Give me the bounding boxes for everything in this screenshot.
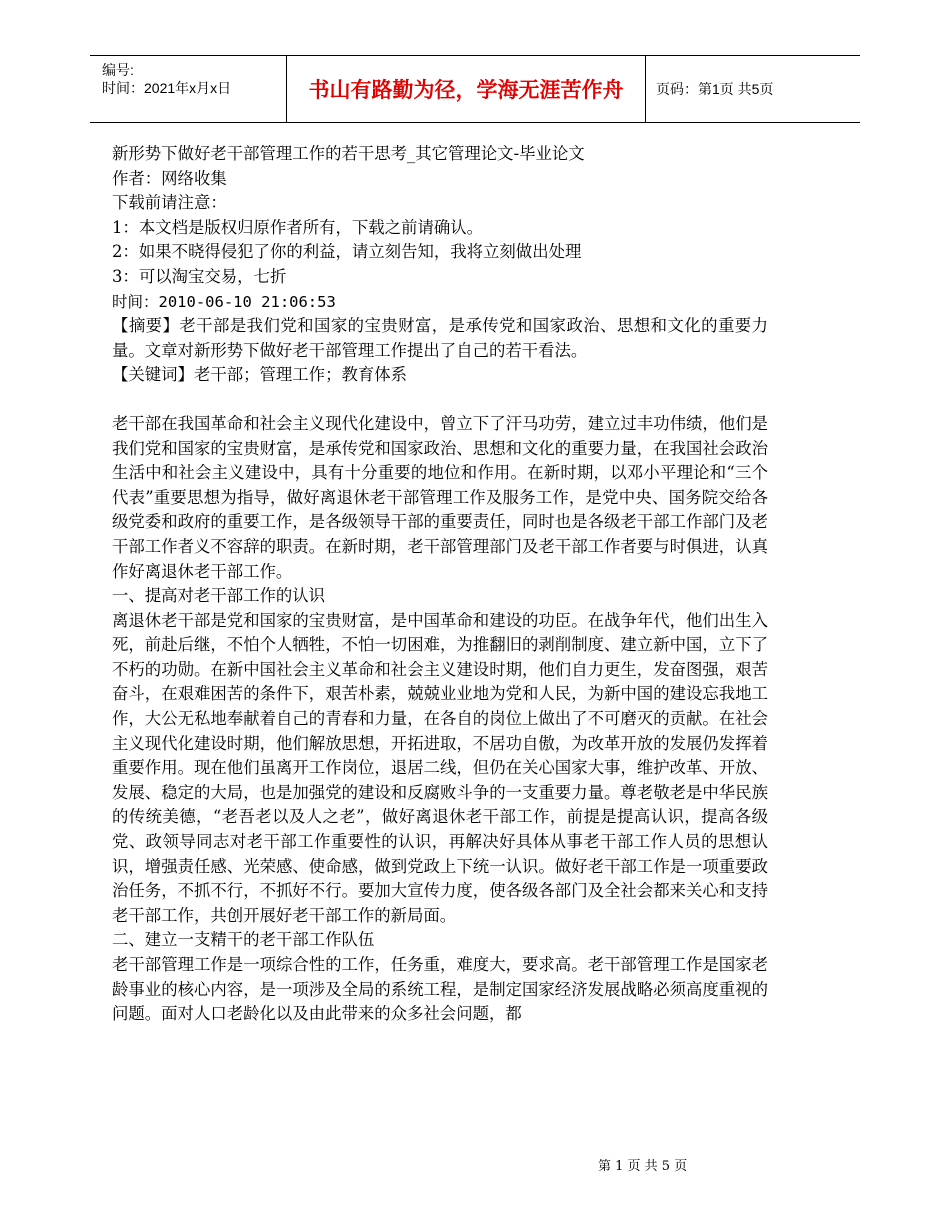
header-motto: 书山有路勤为径，学海无涯苦作舟 [286,56,646,122]
notice-item-3: 3：可以淘宝交易，七折 [112,266,287,286]
paragraph-intro: 老干部在我国革命和社会主义现代化建设中，曾立下了汗马功劳，建立过丰功伟绩，他们是我们党和国家的宝贵财富，是承传党和国家政治、思想和文化的重要力量，在我国社会政治生活中和社会主义建设中，具有十分重要的地位和作用。在新时期，以邓小平理论和“三个代表”重要思想为指导，做好离退休老干部管理工作及服务工作，是党中央、国务院交给各级党委和政府的重要工作，是各级领导干部的重要责任，同时也是各级老干部工作部门及老干部工作者义不容辞的职责。在新时期，老干部管理部门及老干部工作者要与时俱进，认真作好离退休老干部工作。 [112,413,768,581]
document-number-label: 编号: [102,62,134,78]
blank-line [112,388,768,412]
notice-title: 下载前请注意： [112,193,227,213]
notice-item-2: 2：如果不晓得侵犯了你的利益，请立刻告知，我将立刻做出处理 [112,242,582,262]
header-page-info: 页码：第1页 共5页 [656,81,774,97]
document-author: 作者：网络收集 [112,168,227,188]
paragraph-section-1: 离退休老干部是党和国家的宝贵财富，是中国革命和建设的功臣。在战争年代，他们出生入死，前赴后继，不怕个人牺牲，不怕一切困难，为推翻旧的剥削制度、建立新中国，立下了不朽的功勋。在新中国社会主义革命和社会主义建设时期，他们自力更生，发奋图强，艰苦奋斗，在艰难困苦的条件下，艰苦朴素，兢兢业业地为党和人民，为新中国的建设忘我地工作，大公无私地奉献着自己的青春和力量，在各自的岗位上做出了不可磨灭的贡献。在社会主义现代化建设时期，他们解放思想，开拓进取，不居功自傲，为改革开放的发展仍发挥着重要作用。现在他们虽离开工作岗位，退居二线，但仍在关心国家大事，维护改革、开放、发展、稳定的大局，也是加强党的建设和反腐败斗争的一支重要力量。尊老敬老是中华民族的传统美德，“老吾老以及人之老”，做好离退休老干部工作，前提是提高认识，提高各级党、政领导同志对老干部工作重要性的认识，再解决好具体从事老干部工作人员的思想认识，增强责任感、光荣感、使命感，做到党政上下统一认识。做好老干部工作是一项重要政治任务，不抓不行，不抓好不行。要加大宣传力度，使各级各部门及全社会都来关心和支持老干部工作，共创开展好老干部工作的新局面。 [112,610,768,925]
section-heading-2: 二、建立一支精干的老干部工作队伍 [112,930,375,950]
abstract: 【摘要】老干部是我们党和国家的宝贵财富，是承传党和国家政治、思想和文化的重要力量。文章对新形势下做好老干部管理工作提出了自己的若干看法。 [112,316,768,360]
notice-item-1: 1：本文档是版权归原作者所有，下载之前请确认。 [112,217,484,237]
header-meta [90,56,286,122]
section-heading-1: 一、提高对老干部工作的认识 [112,586,326,606]
keywords: 【关键词】老干部；管理工作；教育体系 [112,365,408,385]
publish-time: 时间：2010-06-10 21:06:53 [112,292,336,311]
paragraph-section-2: 老干部管理工作是一项综合性的工作，任务重，难度大，要求高。老干部管理工作是国家老龄事业的核心内容，是一项涉及全局的系统工程，是制定国家经济发展战略必须高度重视的问题。面对人口老龄化以及由此带来的众多社会问题，都 [112,955,768,1024]
document-time-label: 时间：2021年x月x日 [102,80,232,96]
document-body [112,142,768,1027]
document-header [90,55,860,123]
page-footer: 第 1 页 共 5 页 [598,1159,688,1174]
document-title: 新形势下做好老干部管理工作的若干思考_其它管理论文-毕业论文 [112,144,585,163]
